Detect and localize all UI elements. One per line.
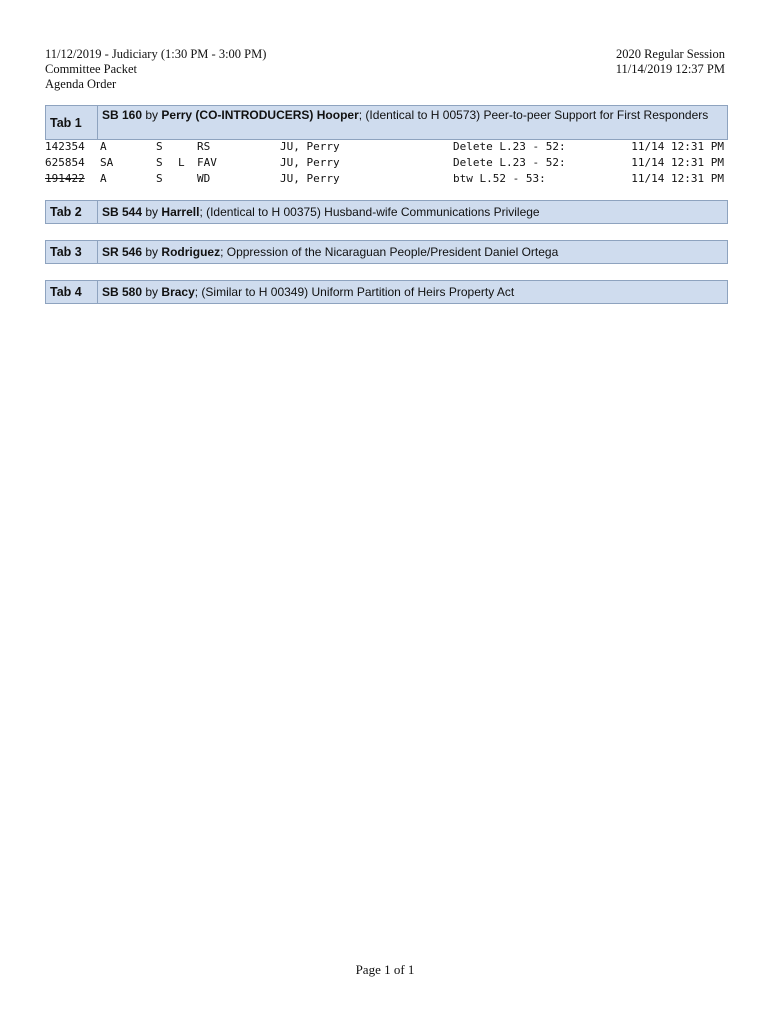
bill-description <box>98 201 727 223</box>
bill-description <box>98 106 727 139</box>
generated-timestamp: 11/14/2019 12:37 PM <box>615 62 725 76</box>
amendment-row <box>45 171 726 187</box>
bill-number: SB 544 <box>102 205 143 219</box>
by-label: by <box>145 205 159 219</box>
bill-number: SR 546 <box>102 245 143 259</box>
tab-label: Tab 3 <box>46 241 98 263</box>
bill-title: ; (Identical to H 00375) Husband-wife Communications Privilege <box>199 205 540 219</box>
amendment-time: 11/14 12:31 PM <box>631 140 724 153</box>
bill-sponsor: Bracy <box>161 285 195 299</box>
document-header-right <box>616 47 725 77</box>
bill-description <box>98 281 727 303</box>
agenda-item-tab-1 <box>45 105 728 140</box>
amendment-committee: JU, Perry <box>280 156 340 169</box>
amendment-list <box>45 139 726 187</box>
amendment-action: RS <box>197 140 211 153</box>
document-header-left <box>45 47 266 92</box>
bill-sponsor: Perry (CO-INTRODUCERS) Hooper <box>161 108 359 122</box>
amendment-location: btw L.52 - 53: <box>453 172 546 185</box>
amendment-number: 191422 <box>45 172 85 185</box>
agenda-item-tab-4 <box>45 280 728 304</box>
amendment-row <box>45 139 726 155</box>
amendment-committee: JU, Perry <box>280 140 340 153</box>
amendment-type: SA <box>100 156 114 169</box>
by-label: by <box>145 108 159 122</box>
amendment-s: S <box>156 172 163 185</box>
bill-title: ; (Identical to H 00573) Peer-to-peer Support for First Responders <box>358 108 709 122</box>
bill-number: SB 160 <box>102 108 143 122</box>
packet-label: Committee Packet <box>45 62 137 76</box>
bill-title: ; (Similar to H 00349) Uniform Partition of Heirs Property Act <box>194 285 515 299</box>
tab-label: Tab 2 <box>46 201 98 223</box>
amendment-row <box>45 155 726 171</box>
agenda-item-tab-3 <box>45 240 728 264</box>
tab-label: Tab 4 <box>46 281 98 303</box>
amendment-time: 11/14 12:31 PM <box>631 172 724 185</box>
bill-description <box>98 241 727 263</box>
bill-title: ; Oppression of the Nicaraguan People/President Daniel Ortega <box>220 245 559 259</box>
amendment-committee: JU, Perry <box>280 172 340 185</box>
amendment-number: 625854 <box>45 156 85 169</box>
by-label: by <box>145 245 159 259</box>
by-label: by <box>145 285 159 299</box>
amendment-type: A <box>100 140 107 153</box>
amendment-location: Delete L.23 - 52: <box>453 156 566 169</box>
tab-label: Tab 1 <box>46 106 98 139</box>
agenda-item-tab-2 <box>45 200 728 224</box>
bill-sponsor: Rodriguez <box>161 245 221 259</box>
meeting-title: 11/12/2019 - Judiciary (1:30 PM - 3:00 PM) <box>45 47 267 61</box>
session-label: 2020 Regular Session <box>615 47 725 61</box>
amendment-number: 142354 <box>45 140 85 153</box>
amendment-l: L <box>178 156 185 169</box>
amendment-time: 11/14 12:31 PM <box>631 156 724 169</box>
amendment-location: Delete L.23 - 52: <box>453 140 566 153</box>
order-label: Agenda Order <box>45 77 117 91</box>
amendment-s: S <box>156 156 163 169</box>
amendment-type: A <box>100 172 107 185</box>
page-number: Page 1 of 1 <box>355 962 415 977</box>
bill-sponsor: Harrell <box>161 205 200 219</box>
bill-number: SB 580 <box>102 285 143 299</box>
amendment-action: WD <box>197 172 211 185</box>
amendment-s: S <box>156 140 163 153</box>
amendment-action: FAV <box>197 156 217 169</box>
